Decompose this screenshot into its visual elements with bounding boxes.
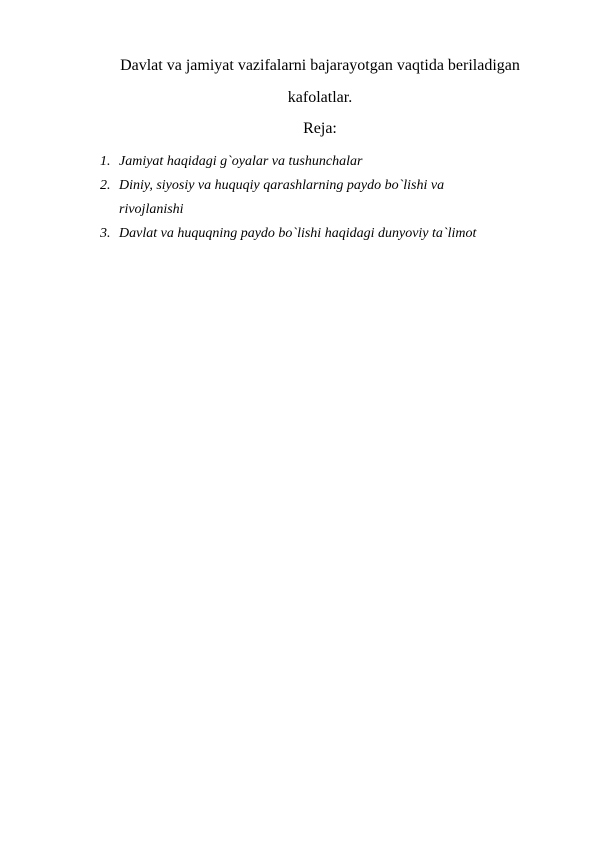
- plan-list: [96, 150, 536, 246]
- plan-item-1: [96, 150, 536, 174]
- plan-item-number: 2.: [100, 178, 111, 193]
- plan-item-text: Diniy, siyosiy va huquqiy qarashlarning paydo bo`lishi va rivojlanishi: [119, 178, 445, 217]
- document-title-line-2: kafolatlar.: [287, 89, 353, 106]
- plan-item-2: [96, 174, 536, 222]
- plan-item-text: Jamiyat haqidagi g`oyalar va tushunchalar: [119, 154, 363, 169]
- plan-item-3: [96, 222, 536, 246]
- plan-heading: Reja:: [303, 120, 337, 137]
- plan-item-number: 3.: [100, 226, 111, 241]
- plan-item-number: 1.: [100, 154, 111, 169]
- plan-item-text: Davlat va huquqning paydo bo`lishi haqidagi dunyoviy ta`limot: [119, 226, 477, 241]
- document-title-line-1: Davlat va jamiyat vazifalarni bajarayotgan vaqtida beriladigan: [120, 57, 520, 74]
